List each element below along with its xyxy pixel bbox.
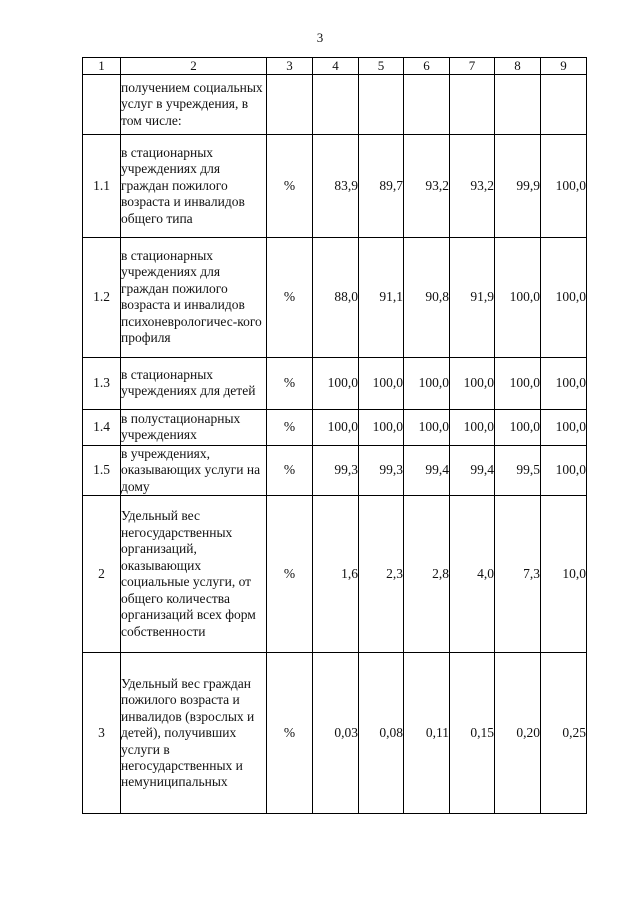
table-row xyxy=(83,74,587,134)
value-cell: 99,5 xyxy=(495,445,541,495)
value-cell: 99,9 xyxy=(495,134,541,237)
value-cell: 100,0 xyxy=(359,357,404,409)
value-cell: 7,3 xyxy=(495,496,541,653)
table-row xyxy=(83,653,587,814)
row-number-cell: 3 xyxy=(83,653,121,814)
indicator-table xyxy=(82,57,587,814)
value-cell: 83,9 xyxy=(313,134,359,237)
row-number-cell xyxy=(83,74,121,134)
value-cell: 100,0 xyxy=(450,357,495,409)
header-cell: 3 xyxy=(267,58,313,75)
table-row xyxy=(83,134,587,237)
value-cell: 100,0 xyxy=(313,409,359,445)
value-cell: 100,0 xyxy=(495,357,541,409)
table-row xyxy=(83,357,587,409)
indicator-name-cell: в стационарных учреждениях для граждан пожилого возраста и инвалидов общего типа xyxy=(121,134,267,237)
value-cell: 100,0 xyxy=(541,409,587,445)
value-cell xyxy=(404,74,450,134)
value-cell: 100,0 xyxy=(541,134,587,237)
header-cell: 9 xyxy=(541,58,587,75)
value-cell: 93,2 xyxy=(450,134,495,237)
unit-cell: % xyxy=(267,653,313,814)
value-cell xyxy=(495,74,541,134)
value-cell: 93,2 xyxy=(404,134,450,237)
value-cell: 2,3 xyxy=(359,496,404,653)
header-cell: 4 xyxy=(313,58,359,75)
value-cell: 100,0 xyxy=(541,445,587,495)
unit-cell: % xyxy=(267,357,313,409)
value-cell: 0,15 xyxy=(450,653,495,814)
row-number-cell: 2 xyxy=(83,496,121,653)
indicator-name-cell: получением социальных услуг в учреждения, в том числе: xyxy=(121,74,267,134)
unit-cell: % xyxy=(267,445,313,495)
table-row xyxy=(83,445,587,495)
table-row xyxy=(83,237,587,357)
value-cell: 99,4 xyxy=(404,445,450,495)
unit-cell: % xyxy=(267,134,313,237)
value-cell: 100,0 xyxy=(404,357,450,409)
value-cell: 99,3 xyxy=(359,445,404,495)
value-cell: 100,0 xyxy=(313,357,359,409)
indicator-name-cell: Удельный вес граждан пожилого возраста и инвалидов (взрослых и детей), получивших услуги в негосударственных и немуниципальных xyxy=(121,653,267,814)
header-cell: 8 xyxy=(495,58,541,75)
value-cell: 100,0 xyxy=(404,409,450,445)
value-cell: 10,0 xyxy=(541,496,587,653)
indicator-name-cell: в учреждениях, оказывающих услуги на дому xyxy=(121,445,267,495)
value-cell: 88,0 xyxy=(313,237,359,357)
row-number-cell: 1.5 xyxy=(83,445,121,495)
indicator-name-cell: в стационарных учреждениях для граждан пожилого возраста и инвалидов психоневрологичес-кого профиля xyxy=(121,237,267,357)
row-number-cell: 1.3 xyxy=(83,357,121,409)
value-cell xyxy=(450,74,495,134)
unit-cell: % xyxy=(267,409,313,445)
value-cell: 99,4 xyxy=(450,445,495,495)
value-cell: 0,25 xyxy=(541,653,587,814)
indicator-name-cell: в полустационарных учреждениях xyxy=(121,409,267,445)
value-cell: 100,0 xyxy=(495,409,541,445)
value-cell: 100,0 xyxy=(541,237,587,357)
value-cell xyxy=(359,74,404,134)
value-cell: 0,08 xyxy=(359,653,404,814)
header-cell: 7 xyxy=(450,58,495,75)
header-cell: 6 xyxy=(404,58,450,75)
value-cell: 90,8 xyxy=(404,237,450,357)
value-cell: 100,0 xyxy=(359,409,404,445)
indicator-name-cell: Удельный вес негосударственных организаций, оказывающих социальные услуги, от общего количества организаций всех форм собственности xyxy=(121,496,267,653)
table-row xyxy=(83,496,587,653)
table-header-row xyxy=(83,58,587,75)
value-cell: 100,0 xyxy=(450,409,495,445)
value-cell: 0,03 xyxy=(313,653,359,814)
value-cell: 0,11 xyxy=(404,653,450,814)
unit-cell: % xyxy=(267,496,313,653)
unit-cell xyxy=(267,74,313,134)
value-cell xyxy=(541,74,587,134)
indicator-name-cell: в стационарных учреждениях для детей xyxy=(121,357,267,409)
value-cell: 2,8 xyxy=(404,496,450,653)
value-cell: 89,7 xyxy=(359,134,404,237)
value-cell: 4,0 xyxy=(450,496,495,653)
row-number-cell: 1.2 xyxy=(83,237,121,357)
table-row xyxy=(83,409,587,445)
row-number-cell: 1.1 xyxy=(83,134,121,237)
unit-cell: % xyxy=(267,237,313,357)
page-number: 3 xyxy=(316,30,324,45)
value-cell: 100,0 xyxy=(495,237,541,357)
header-cell: 2 xyxy=(121,58,267,75)
value-cell: 1,6 xyxy=(313,496,359,653)
header-cell: 5 xyxy=(359,58,404,75)
value-cell: 100,0 xyxy=(541,357,587,409)
value-cell: 0,20 xyxy=(495,653,541,814)
header-cell: 1 xyxy=(83,58,121,75)
value-cell: 99,3 xyxy=(313,445,359,495)
row-number-cell: 1.4 xyxy=(83,409,121,445)
value-cell: 91,1 xyxy=(359,237,404,357)
value-cell: 91,9 xyxy=(450,237,495,357)
value-cell xyxy=(313,74,359,134)
